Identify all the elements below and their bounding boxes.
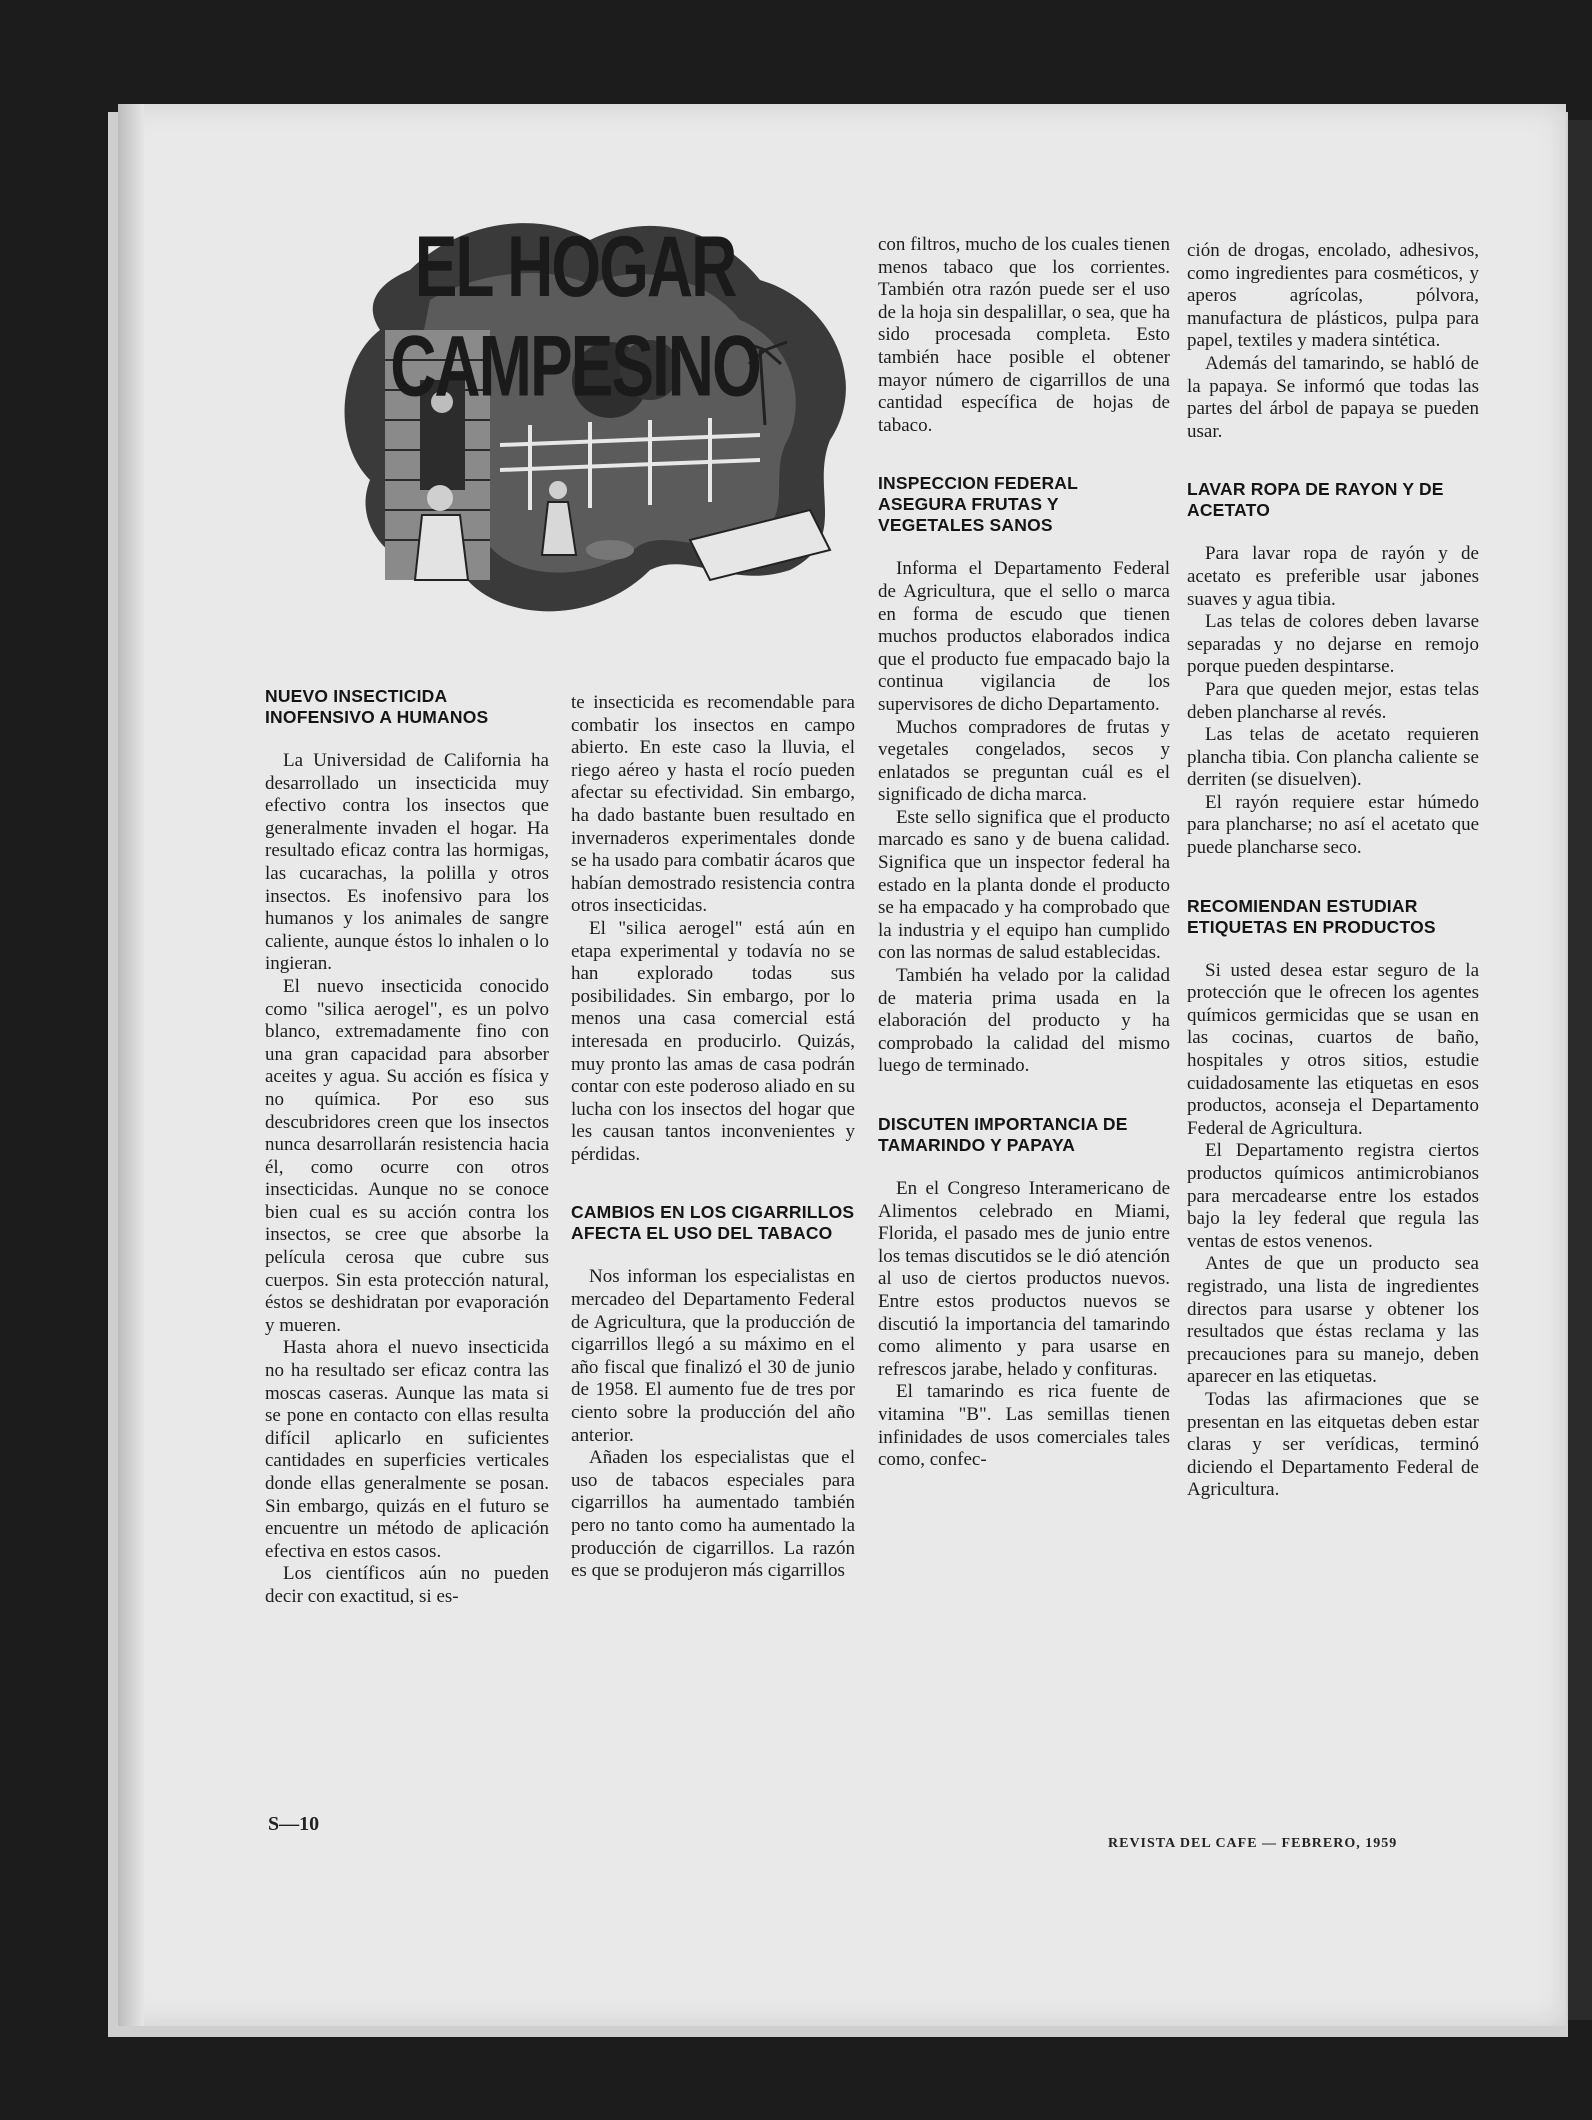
article-heading: DISCUTEN IMPORTANCIA DE TAMARINDO Y PAPAYA: [878, 1114, 1128, 1155]
paragraph: Si usted desea estar seguro de la protección que le ofrecen los agentes químicos germicidas que se usan en las cocinas, cuartos de baño, hospitales y otros sitios, estudie cuidadosamente las etiquetas en esos productos, aconseja el Departamento Federal de Agricultura.: [1187, 959, 1479, 1139]
paragraph: Este sello significa que el producto marcado es sano y de buena calidad. Significa que un inspector federal ha estado en la planta donde el producto se ha empacado y ha comprobado que la industria y el equipo han cumplido con las normas de salud establecidas.: [878, 806, 1170, 964]
paragraph: Antes de que un producto sea registrado, una lista de ingredientes directos para usarse y obtener los resultados que éstas reclama y las precauciones para su manejo, deben aparecer en las etiquetas.: [1187, 1253, 1479, 1388]
paragraph: El "silica aerogel" está aún en etapa experimental y todavía no se han explorado todas sus posibilidades. Sin embargo, por lo menos una casa comercial está interesada en producirlo. Quizás, muy pronto las amas de casa podrán contar con este poderoso aliado en su lucha con los insectos del hogar que les causan tantos inconvenientes y pérdidas.: [571, 917, 855, 1165]
paragraph: La Universidad de California ha desarrollado un insecticida muy efectivo contra los insectos que generalmente invaden el hogar. Ha resultado eficaz contra las hormigas, las cucarachas, la polilla y otros insectos. Es inofensivo para los humanos y los animales de sangre caliente, aunque éstos lo inhalen o lo ingieran.: [265, 750, 549, 975]
publication-credit: REVISTA DEL CAFE — FEBRERO, 1959: [1108, 1836, 1398, 1851]
article-heading: RECOMIENDAN ESTUDIAR ETIQUETAS EN PRODUCTOS: [1187, 895, 1436, 937]
paragraph: Las telas de acetato requieren plancha tibia. Con plancha caliente se derriten (se disuelven).: [1187, 724, 1479, 791]
paragraph: Además del tamarindo, se habló de la papaya. Se informó que todas las partes del árbol de papaya se pueden usar.: [1187, 352, 1479, 442]
paragraph: Para lavar ropa de rayón y de acetato es preferible usar jabones suaves y agua tibia.: [1187, 543, 1479, 610]
article-heading: NUEVO INSECTICIDA INOFENSIVO A HUMANOS: [265, 686, 489, 727]
paragraph: También ha velado por la calidad de materia prima usada en la elaboración del producto y ha comprobado la calidad del mismo luego de terminado.: [878, 965, 1170, 1077]
page-number: S—10: [268, 1813, 320, 1835]
article-heading: CAMBIOS EN LOS CIGARRILLOS AFECTA EL USO DEL TABACO: [571, 1202, 855, 1244]
page-binding-edge: [118, 104, 144, 2026]
paragraph: Añaden los especialistas que el uso de tabacos especiales para cigarrillos ha aumentado también pero no tanto como ha aumentado la producción de cigarrillos. La razón es que se produjeron más cigarrillos: [571, 1447, 855, 1582]
paragraph: En el Congreso Interamericano de Alimentos celebrado en Miami, Florida, el pasado mes de junio entre los temas discutidos se le dió atención al uso de ciertos productos nuevos. Entre estos productos nuevos se discutió la importancia del tamarindo como alimento y para usarse en refrescos jarabe, helado y confituras.: [878, 1178, 1170, 1380]
paragraph: Las telas de colores deben lavarse separadas y no dejarse en remojo porque pueden despintarse.: [1187, 611, 1479, 678]
paragraph: El Departamento registra ciertos productos químicos antimicrobianos para mercadearse entre los estados bajo la ley federal que regula las ventas de estos venenos.: [1187, 1140, 1479, 1252]
paragraph: El nuevo insecticida conocido como "silica aerogel", es un polvo blanco, extremadamente fino con una gran capacidad para absorber aceites y agua. Su acción es física y no química. Por eso sus descubridores creen que los insectos nunca desarrollarán resistencia hacia él, como ocurre con otros insecticidas. Aunque no se conoce bien cual es su acción contra los insectos, se cree que absorbe la película cerosa que cubre sus cuerpos. Sin esta protección natural, éstos se deshidratan por evaporación y mueren.: [265, 975, 549, 1336]
paragraph: Todas las afirmaciones que se presentan en las eitquetas deben estar claras y ser verídicas, terminó diciendo el Departamento Federal de Agricultura.: [1187, 1388, 1479, 1501]
paragraph: Los científicos aún no pueden decir con exactitud, si es-: [265, 1563, 549, 1607]
paragraph: Muchos compradores de frutas y vegetales congelados, secos y enlatados se preguntan cuál es el significado de dicha marca.: [878, 716, 1170, 806]
masthead: [290, 210, 860, 650]
paragraph: ción de drogas, encolado, adhesivos, como ingredientes para cosméticos, y aperos agrícolas, pólvora, manufactura de plásticos, pulpa para papel, textiles y madera sintética.: [1187, 240, 1479, 352]
article-heading: INSPECCION FEDERAL ASEGURA FRUTAS Y VEGETALES SANOS: [878, 473, 1078, 536]
paragraph: El tamarindo es rica fuente de vitamina "B". Las semillas tienen infinidades de usos comerciales tales como, confec-: [878, 1381, 1170, 1471]
paragraph: El rayón requiere estar húmedo para plancharse; no así el acetato que puede plancharse seco.: [1187, 791, 1479, 859]
column-2: [571, 692, 855, 1583]
column-4: [1187, 240, 1479, 1502]
paragraph: Informa el Departamento Federal de Agricultura, que el sello o marca en forma de escudo que tienen muchos productos elaborados indica que el producto fue empacado bajo la continua vigilancia de los supervisores de dicho Departamento.: [878, 558, 1170, 715]
column-1: [265, 686, 549, 1609]
masthead-title: EL HOGAR CAMPESINO: [390, 217, 760, 415]
article-heading: LAVAR ROPA DE RAYON Y DE ACETATO: [1187, 479, 1444, 521]
paragraph: Nos informan los especialistas en mercadeo del Departamento Federal de Agricultura, que la producción de cigarrillos llegó a su máximo en el año fiscal que finalizó el 30 de junio de 1958. El aumento fue de tres por ciento sobre la producción del año anterior.: [571, 1266, 855, 1446]
paragraph: Hasta ahora el nuevo insecticida no ha resultado ser eficaz contra las moscas caseras. Aunque las mata si se pone en contacto con ellas resulta difícil aplicarlo en suficientes cantidades en superficies verticales donde ellas generalmente se posan. Sin embargo, quizás en el futuro se encuentre un método de aplicación efectiva en estos casos.: [265, 1337, 549, 1562]
paragraph: te insecticida es recomendable para combatir los insectos en campo abierto. En este caso la lluvia, el riego aéreo y hasta el rocío pueden afectar su efectividad. Sin embargo, ha dado bastante buen resultado en invernaderos experimentales donde se ha usado para combatir ácaros que habían demostrado resistencia contra otros insecticidas.: [571, 692, 855, 917]
paragraph: con filtros, mucho de los cuales tienen menos tabaco que los corrientes. También otra razón puede ser el uso de la hoja sin despalillar, o sea, que ha sido procesada completa. Esto también hace posible el obtener mayor número de cigarrillos de una cantidad específica de hojas de tabaco.: [878, 234, 1170, 436]
paragraph: Para que queden mejor, estas telas deben plancharse al revés.: [1187, 678, 1479, 723]
column-3: [878, 234, 1170, 1472]
